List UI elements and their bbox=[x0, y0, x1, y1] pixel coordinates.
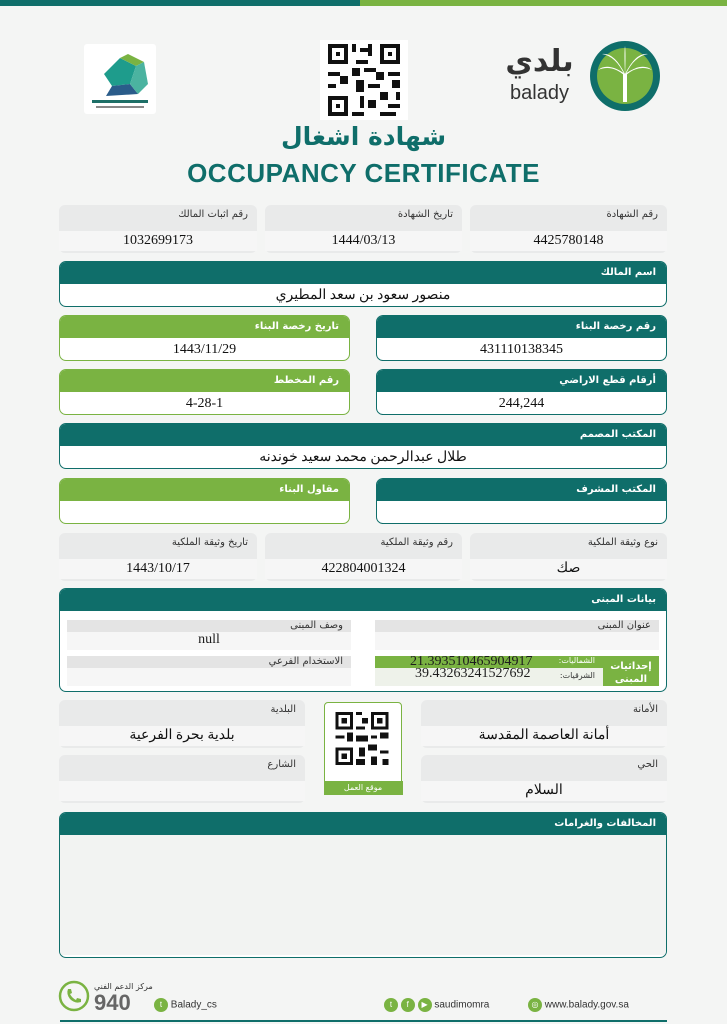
amana-field: الأمانة أمانة العاصمة المقدسة bbox=[421, 700, 667, 748]
website-link[interactable]: ◎ www.balady.gov.sa bbox=[528, 998, 629, 1012]
building-data-box: بيانات المبنى bbox=[59, 588, 667, 692]
baladiya-field: البلدية بلدية بحرة الفرعية bbox=[59, 700, 305, 748]
balady-logo bbox=[490, 38, 665, 118]
facebook-icon: f bbox=[401, 998, 415, 1012]
globe-icon: ◎ bbox=[528, 998, 542, 1012]
supervisor-office-box: المكتب المشرف bbox=[376, 478, 667, 524]
north-coordinate: 21.393510465904917 bbox=[410, 654, 533, 669]
plan-number-box: رقم المخطط 4-28-1 bbox=[59, 369, 350, 415]
deed-type-field: نوع وثيقة الملكية صك bbox=[470, 533, 667, 581]
permit-number-box: رقم رخصة البناء 431110138345 bbox=[376, 315, 667, 361]
top-color-bar bbox=[0, 0, 727, 6]
designer-office-box: المكتب المصمم طلال عبدالرحمن محمد سعيد خوندنه bbox=[59, 423, 667, 469]
coordinates-field: الشماليات: 21.393510465904917 الشرقيات: 39.43263241527692 bbox=[375, 656, 603, 686]
social-links[interactable]: t f ▶ saudimomra bbox=[384, 998, 489, 1012]
violations-box: المخالفات والغرامات bbox=[59, 812, 667, 958]
sub-use-field: الاستخدام الفرعي bbox=[67, 656, 351, 686]
work-site-qr-code[interactable] bbox=[324, 702, 402, 794]
owner-id-field: رقم اثبات المالك 1032699173 bbox=[59, 205, 257, 253]
municipality-logo bbox=[84, 44, 156, 114]
east-coordinate: 39.43263241527692 bbox=[415, 666, 531, 681]
deed-number-field: رقم وثيقة الملكية 422804001324 bbox=[265, 533, 462, 581]
contractor-box: مقاول البناء bbox=[59, 478, 350, 524]
building-address-field: عنوان المبنى bbox=[375, 620, 659, 650]
coordinates-label: إحداثيات المبنى bbox=[603, 656, 659, 686]
certificate-number-field: رقم الشهادة 4425780148 bbox=[470, 205, 667, 253]
balady-logo-ar: بلدي bbox=[505, 44, 574, 79]
title-arabic: شهادة اشغال bbox=[280, 122, 447, 151]
plot-numbers-box: أرقام قطع الاراضي 244,244 bbox=[376, 369, 667, 415]
youtube-icon: ▶ bbox=[418, 998, 432, 1012]
twitter-icon: t bbox=[154, 998, 168, 1012]
twitter-icon: t bbox=[384, 998, 398, 1012]
support-center bbox=[58, 980, 90, 1012]
support-number[interactable]: 940 bbox=[94, 990, 131, 1015]
permit-date-box: تاريخ رخصة البناء 1443/11/29 bbox=[59, 315, 350, 361]
support-label: مركز الدعم الفني bbox=[94, 982, 153, 991]
street-field: الشارع bbox=[59, 755, 305, 803]
certificate-date-field: تاريخ الشهادة 1444/03/13 bbox=[265, 205, 462, 253]
owner-name-box: اسم المالك منصور سعود بن سعد المطيري bbox=[59, 261, 667, 307]
phone-icon bbox=[58, 980, 90, 1012]
work-site-caption: موقع العمل bbox=[324, 781, 403, 795]
deed-date-field: تاريخ وثيقة الملكية 1443/10/17 bbox=[59, 533, 257, 581]
twitter-handle[interactable]: t Balady_cs bbox=[154, 998, 217, 1012]
footer-divider bbox=[60, 1020, 667, 1022]
title-english: OCCUPANCY CERTIFICATE bbox=[187, 158, 540, 188]
district-field: الحي السلام bbox=[421, 755, 667, 803]
certificate-qr-code bbox=[320, 40, 408, 120]
building-description-field: وصف المبنى null bbox=[67, 620, 351, 650]
balady-logo-en: balady bbox=[510, 82, 569, 104]
owner-name-value: منصور سعود بن سعد المطيري bbox=[275, 288, 451, 303]
